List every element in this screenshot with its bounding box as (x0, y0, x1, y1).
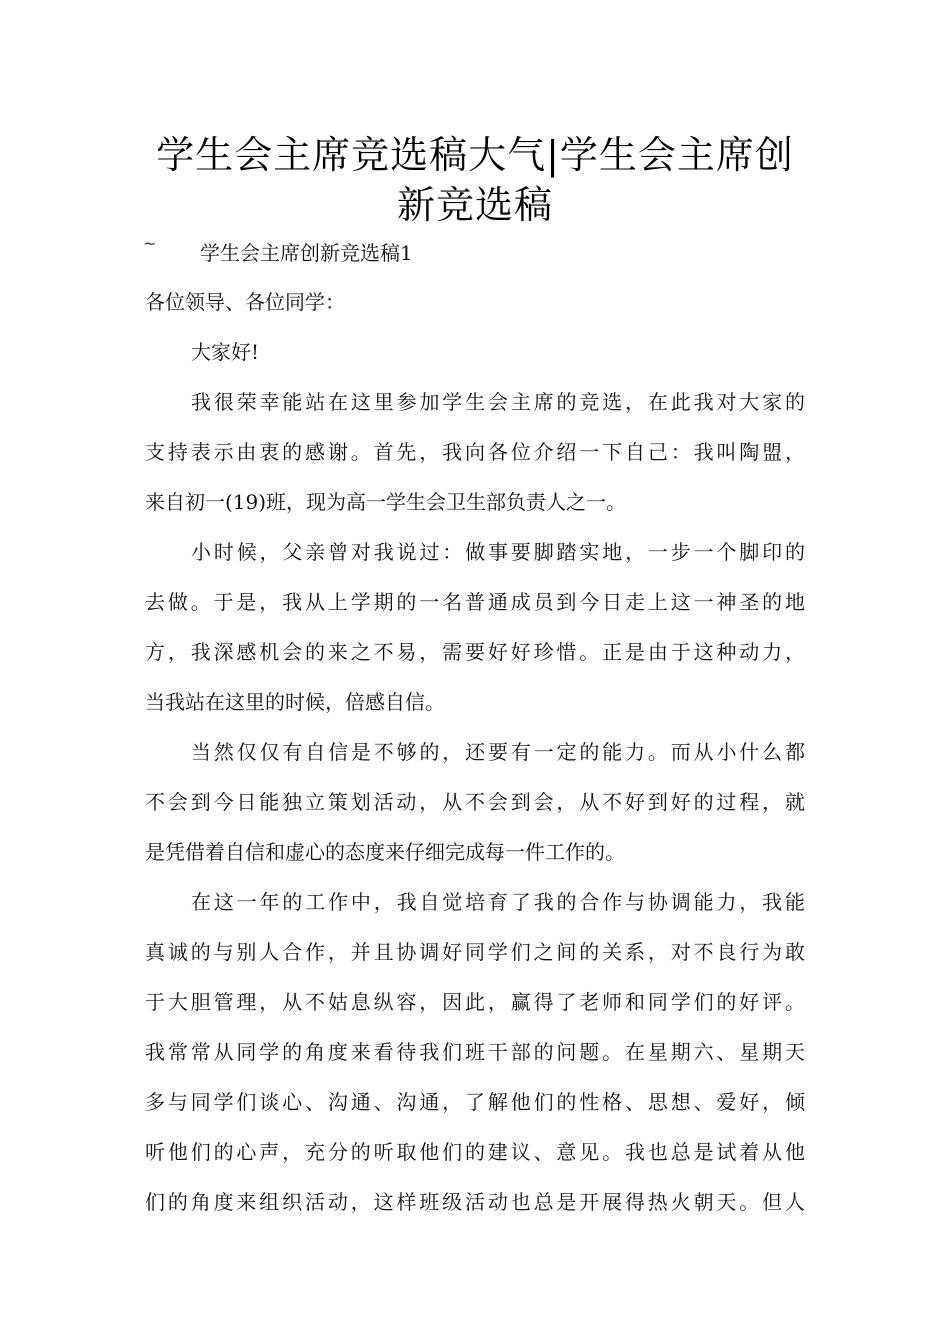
body-line: 来自初一(19)班，现为高一学生会卫生部负责人之一。 (145, 490, 627, 514)
body-line: 支持表示由衷的感谢。首先，我向各位介绍一下自己：我叫陶盟， (145, 440, 805, 464)
body-line: 当我站在这里的时候，倍感自信。 (145, 690, 445, 714)
body-line: 多与同学们谈心、沟通、沟通，了解他们的性格、思想、爱好，倾 (145, 1090, 805, 1114)
body-line: 我很荣幸能站在这里参加学生会主席的竞选，在此我对大家的 (191, 390, 805, 414)
body-line: 我常常从同学的角度来看待我们班干部的问题。在星期六、星期天 (145, 1040, 805, 1064)
salutation-line: 各位领导、各位同学： (145, 290, 345, 314)
document-title-line-1: 学生会主席竞选稿大气|学生会主席创 (156, 133, 794, 177)
body-line: 听他们的心声，充分的听取他们的建议、意见。我也总是试着从他 (145, 1140, 805, 1164)
greeting-line: 大家好! (191, 340, 260, 364)
body-line: 们的角度来组织活动，这样班级活动也总是开展得热火朝天。但人 (145, 1190, 805, 1214)
body-line: 在这一年的工作中，我自觉培育了我的合作与协调能力，我能 (191, 890, 805, 914)
body-line: 真诚的与别人合作，并且协调好同学们之间的关系，对不良行为敢 (145, 940, 805, 964)
body-line: 不会到今日能独立策划活动，从不会到会，从不好到好的过程，就 (145, 790, 805, 814)
body-line: 小时候，父亲曾对我说过：做事要脚踏实地，一步一个脚印的 (191, 540, 805, 564)
tilde-marker: ~ (143, 234, 157, 253)
body-line: 去做。于是，我从上学期的一名普通成员到今日走上这一神圣的地 (145, 590, 805, 614)
section-heading: 学生会主席创新竞选稿1 (200, 241, 413, 265)
body-line: 是凭借着自信和虚心的态度来仔细完成每一件工作的。 (145, 840, 625, 864)
body-line: 当然仅仅有自信是不够的，还要有一定的能力。而从小什么都 (191, 740, 805, 764)
body-line: 方，我深感机会的来之不易，需要好好珍惜。正是由于这种动力， (145, 640, 805, 664)
body-line: 于大胆管理，从不姑息纵容，因此，赢得了老师和同学们的好评。 (145, 990, 805, 1014)
document-title-line-2: 新竞选稿 (396, 183, 553, 227)
